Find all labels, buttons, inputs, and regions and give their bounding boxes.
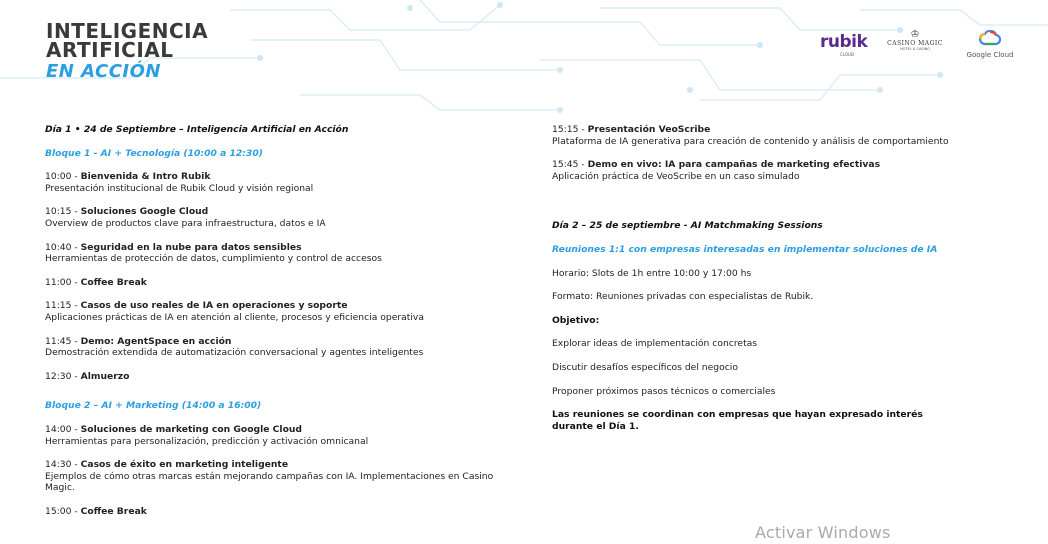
- agenda-item: 10:40 - Seguridad en la nube para datos sensibles Herramientas de protección de datos, cumplimiento y control de accesos: [45, 241, 382, 265]
- title-line-3: EN ACCIÓN: [46, 61, 161, 82]
- block2-heading: Bloque 2 – AI + Marketing (14:00 a 16:00): [45, 400, 262, 412]
- sponsor-logos: [820, 30, 1020, 58]
- agenda-item: 11:15 - Casos de uso reales de IA en operaciones y soporte Aplicaciones prácticas de IA en atención al cliente, procesos y eficiencia operativa: [45, 300, 424, 323]
- day1-heading: Día 1 • 24 de Septiembre – Inteligencia Artificial en Acción: [45, 124, 349, 135]
- agenda-item: 14:30 - Casos de éxito en marketing inteligente Ejemplos de cómo otras marcas están mejorando campañas con IA. Implementaciones en Casino Magic.: [45, 459, 494, 494]
- agenda-right-column: [552, 124, 1022, 432]
- casino-magic-logo: ♔ CASINO MAGIC HOTEL & CASINO: [885, 30, 945, 51]
- formato-text: Formato: Reuniones privadas con especialistas de Rubik.: [552, 291, 814, 303]
- block1-heading: Bloque 1 - AI + Tecnología (10:00 a 12:30): [45, 147, 263, 159]
- objetivo-item: Discutir desafíos específicos del negocio: [552, 361, 738, 373]
- objetivo-item: Explorar ideas de implementación concretas: [552, 338, 758, 350]
- rubik-logo: rubik CLOUD: [820, 32, 868, 57]
- google-cloud-icon: [979, 30, 1001, 46]
- horario-text: Horario: Slots de 1h entre 10:00 y 17:00 hs: [552, 267, 752, 279]
- agenda-item: 15:45 - Demo en vivo: IA para campañas de marketing efectivas Aplicación práctica de VeoScribe en un caso simulado: [552, 159, 881, 182]
- title-line-1: INTELIGENCIA: [46, 19, 209, 43]
- agenda-item: 11:00 - Coffee Break: [45, 276, 147, 288]
- meetings-heading: Reuniones 1:1 con empresas interesadas en implementar soluciones de IA: [552, 243, 938, 255]
- title-line-2: ARTIFICIAL: [46, 38, 174, 62]
- agenda-item: 15:00 - Coffee Break: [45, 505, 147, 517]
- day2-heading: Día 2 – 25 de septiembre - AI Matchmaking Sessions: [552, 220, 823, 232]
- agenda-item: 12:30 - Almuerzo: [45, 370, 130, 382]
- agenda-item: 10:15 - Soluciones Google Cloud Overview de productos clave para infraestructura, datos e IA: [45, 206, 326, 229]
- objetivo-label: Objetivo:: [552, 314, 600, 326]
- crown-icon: ♔: [910, 29, 920, 40]
- google-cloud-logo: Google Cloud: [960, 30, 1020, 59]
- agenda-item: 15:15 - Presentación VeoScribe Plataforma de IA generativa para creación de contenido y análisis de comportamiento: [552, 124, 949, 147]
- windows-activation-watermark: Activar Windows: [755, 523, 891, 542]
- agenda-left-column: [45, 124, 525, 517]
- event-title: [46, 19, 209, 82]
- objetivo-item: Proponer próximos pasos técnicos o comerciales: [552, 385, 776, 397]
- agenda-item: 11:45 - Demo: AgentSpace en acción Demostración extendida de automatización conversacional y agentes inteligentes: [45, 335, 424, 359]
- coordination-note: Las reuniones se coordinan con empresas que hayan expresado interés durante el Día 1.: [552, 409, 923, 432]
- agenda-item: 14:00 - Soluciones de marketing con Google Cloud Herramientas para personalización, predicción y activación omnicanal: [45, 423, 369, 447]
- agenda-item: 10:00 - Bienvenida & Intro Rubik Presentación institucional de Rubik Cloud y visión regional: [45, 171, 314, 194]
